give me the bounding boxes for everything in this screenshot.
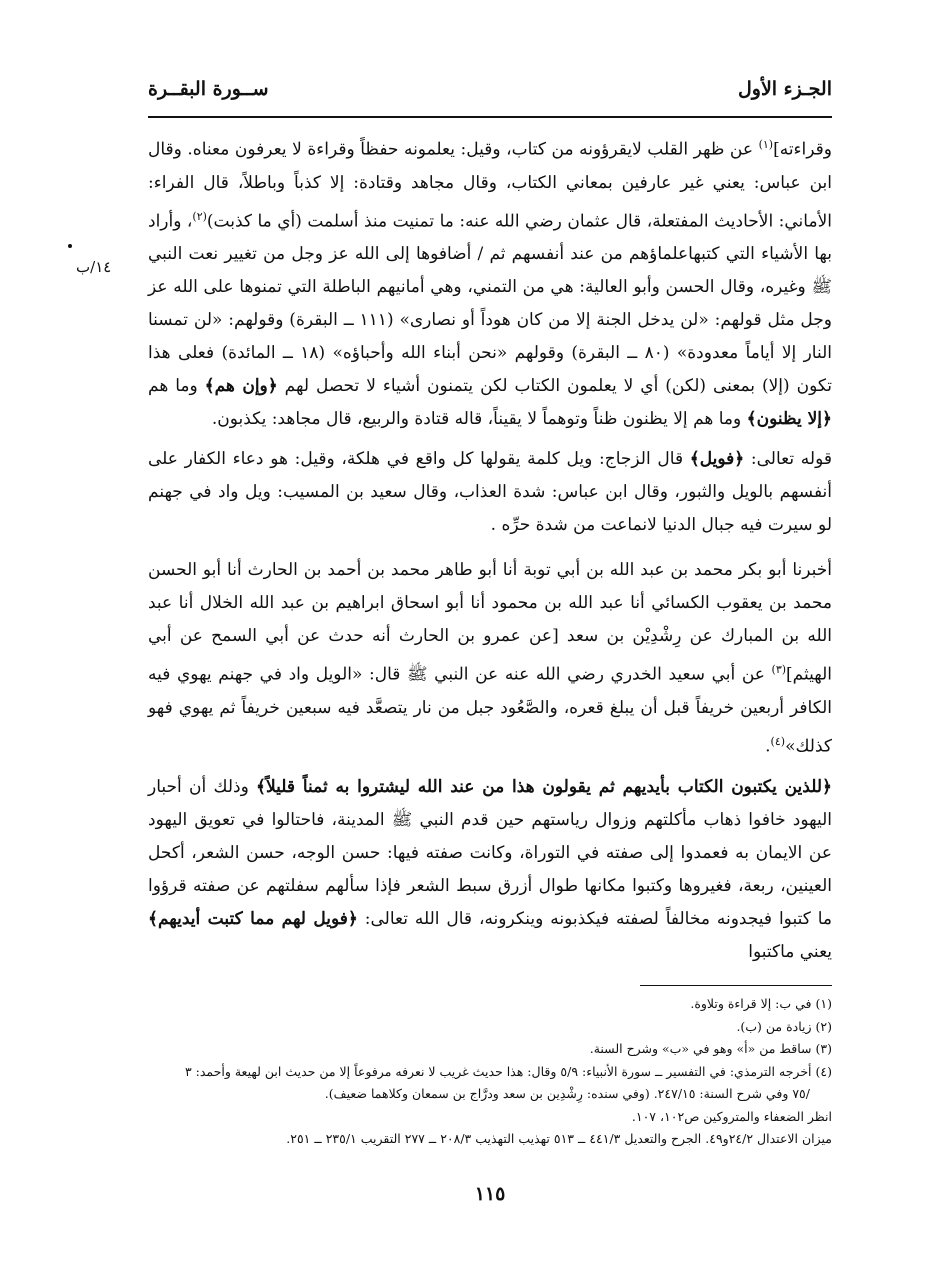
quran-quote: ﴿وإن هم﴾ xyxy=(204,376,278,397)
header-rule xyxy=(148,116,832,118)
footnote-ref: (٢) xyxy=(192,209,207,223)
footnote-4-cont-1: /٧٥ وفي شرح السنة: ٢٤٧/١٥. (وفي سنده: رِشْدِين بن سعد ودرَّاج بن سمعان وكلاهما ضعيف). xyxy=(324,1086,810,1101)
quran-quote: ﴿إلا يظنون﴾ xyxy=(746,409,832,430)
manuscript-folio-note: ١٤/ب xyxy=(76,258,112,276)
text-run: عن أبي سعيد الخدري رضي الله عنه عن النبي ﷺ قال: «الويل واد في جهنم يهوي فيه الكافر أربعين خريفاً قبل أن يبلغ قعره، والصَّعُود جبل من نار يتصعَّد فيه سبعين خريفاً ثم يهوي فهو كذلك» xyxy=(148,664,832,757)
text-run: . xyxy=(765,736,771,757)
footnote-3: (٣) ساقط من «أ» وهو في «ب» وشرح السنة. xyxy=(589,1041,832,1056)
surah-title: ســورة البقــرة xyxy=(148,78,269,100)
volume-title: الجـزء الأول xyxy=(737,78,832,100)
footnote-4: (٤) أخرجه الترمذي: في التفسير ــ سورة الأنبياء: ٥/٩ وقال: هذا حديث غريب لا نعرفه مرفوعاً إلا من حديث ابن لهيعة وأحمد: ٣ xyxy=(184,1063,832,1079)
quran-quote: ﴿فويل﴾ xyxy=(689,449,745,470)
footnote-ref: (٣) xyxy=(771,663,787,677)
text-run: عن ظهر القلب لايقرؤونه من كتاب، وقيل: يعلمونه حفظاً وقراءة لا يعرفون معناه. وقال ابن عباس: يعني غير عارفين بمعاني الكتاب، وقال مجاهد وقتادة: إلا كذباً وباطلاً، قال الفراء: الأماني: الأحاديث المفتعلة، قال عثمان رضي الله عنه: ما تمنيت منذ أسلمت (أي ما كذبت) xyxy=(148,139,832,232)
text-run: أخبرنا أبو بكر محمد بن عبد الله بن أبي توبة أنا أبو طاهر محمد بن أحمد بن الحارث أنا أبو الحسن محمد بن يعقوب الكسائي أنا عبد الله بن محمود أنا أبو اسحاق ابراهيم بن عبد الله الخلال أنا عبد الله بن المبارك عن رِشْدِيْن بن سعد [عن عمرو بن الحارث أنه حدث عن أبي السمح عن أبي الهيثم] xyxy=(148,560,832,685)
running-header xyxy=(148,78,832,114)
text-run: وما هم إلا يظنون ظناً وتوهماً لا يقيناً، قاله قتادة والربيع، قال مجاهد: يكذبون. xyxy=(211,409,747,430)
text-run: وقراءته] xyxy=(773,139,832,160)
quran-quote: ﴿للذين يكتبون الكتاب بأيديهم ثم يقولون هذا من عند الله ليشتروا به ثمناً قليلاً﴾ xyxy=(256,776,832,797)
text-run: وذلك أن أحبار اليهود خافوا ذهاب مأكلتهم وزوال رياستهم حين قدم النبي ﷺ المدينة، فاحتالوا في تعويق اليهود عن الايمان به فعمدوا إلى صفته في التوراة، وكانت صفته فيها: حسن الوجه، حسن الشعر، أكحل العينين، ربعة، فغيروها وكتبوا مكانها طوال أزرق سبط الشعر فإذا سألهم سفلتهم عن صفته قرؤوا ما كتبوا فيجدونه مخالفاً لصفته فيكذبونه وينكرونه، قال الله تعالى: xyxy=(148,776,833,929)
text-run: قوله تعالى: xyxy=(744,449,832,470)
footnote-ref: (١) xyxy=(758,138,774,151)
main-text xyxy=(148,128,832,969)
footnote-4-cont-3: ميزان الاعتدال ٢٤/٢و٤٩. الجرح والتعديل ٤٤١/٣ ــ ٥١٣ تهذيب التهذيب ٢٠٨/٣ ــ ٢٧٧ التقريب ٢٣٥/١ ــ ٢٥١. xyxy=(286,1131,832,1146)
footnote-2: (٢) زيادة من (ب). xyxy=(736,1018,832,1034)
paragraph-fawayl xyxy=(148,443,832,542)
page-number: ١١٥ xyxy=(474,1183,506,1205)
margin-dot xyxy=(68,244,72,248)
quran-quote: ﴿فويل لهم مما كتبت أيديهم﴾ xyxy=(148,908,358,929)
footnote-ref: (٤) xyxy=(770,734,786,748)
footnote-1: (١) في ب: إلا قراءة وتلاوة. xyxy=(690,996,832,1011)
text-run: يعني ماكتبوا xyxy=(748,941,832,962)
paragraph-hadith-chain xyxy=(148,554,832,763)
footnotes xyxy=(148,993,832,1151)
text-run: قال الزجاج: ويل كلمة يقولها كل واقع في هلكة، وقيل: هو دعاء الكفار على أنفسهم بالويل والثبور، وقال ابن عباس: شدة العذاب، وقال سعيد بن المسيب: ويل واد في جهنم لو سيرت فيه جبال الدنيا لانماعت من شدة حرِّه . xyxy=(148,449,832,536)
text-run: وما هم xyxy=(148,376,205,397)
footnote-rule xyxy=(640,985,832,986)
paragraph-commentary-amani xyxy=(148,128,832,436)
footnote-4-cont-2: انظر الضعفاء والمتروكين ص١٠٢، ١٠٧. xyxy=(631,1108,832,1124)
text-run: ، وأراد بها الأشياء التي كتبهاعلماؤهم من عند أنفسهم ثم / أضافوها إلى الله عز وجل من تغيير نعت النبي ﷺ وغيره، وقال الحسن وأبو العالية: هي من التمني، وهي أمانيهم الباطلة التي تمنوها على الله عز وجل مثل قولهم: «لن يدخل الجنة إلا من كان هوداً أو نصارى» (١١١ ــ البقرة) وقولهم: «لن تمسنا النار إلا أياماً معدودة» (٨٠ ــ البقرة) وقولهم «نحن أبناء الله وأحباؤه» (١٨ ــ المائدة) فعلى هذا تكون (إلا) بمعنى (لكن) أي لا يعلمون الكتاب لكن يتمنون أشياء لا تحصل لهم xyxy=(148,211,833,397)
paragraph-verse-commentary xyxy=(148,771,832,969)
